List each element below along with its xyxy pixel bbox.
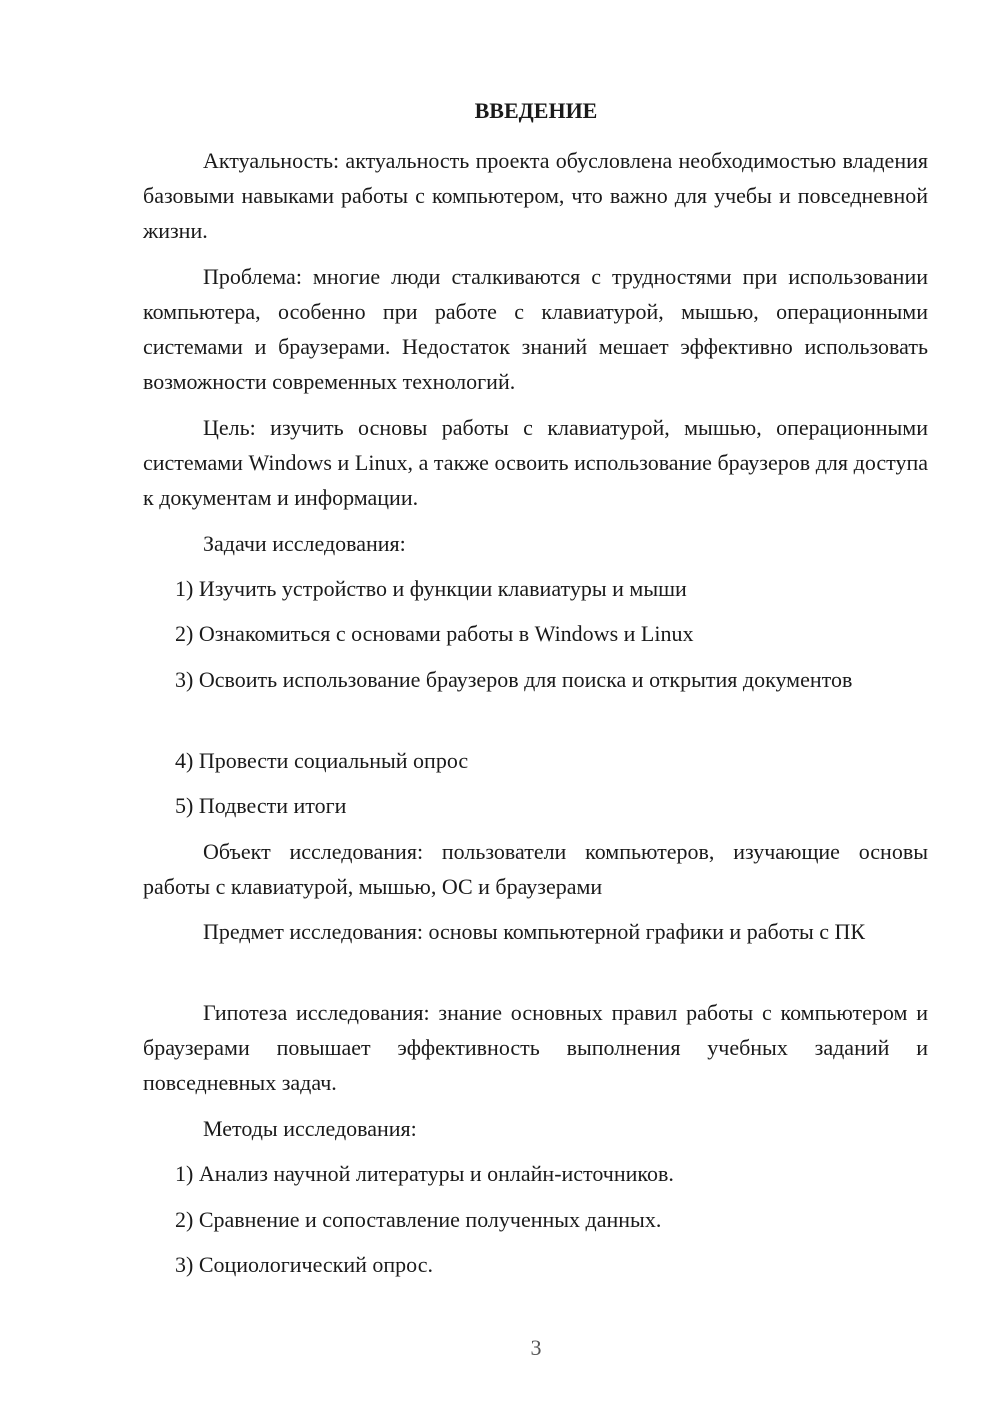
methods-heading: Методы исследования: [203, 1116, 417, 1141]
task-item: 5) Подвести итоги [175, 793, 347, 818]
problem-paragraph: Проблема: многие люди сталкиваются с трудностями при использовании компьютера, особенно при работе с клавиатурой, мышью, операционными системами и браузерами. Недостаток знаний мешает эффективно использовать возможности современных технологий. [143, 264, 928, 394]
page-number: 3 [530, 1335, 542, 1360]
goal-paragraph: Цель: изучить основы работы с клавиатурой, мышью, операционными системами Windows и Linux, а также освоить использование браузеров для доступа к документам и информации. [143, 415, 928, 510]
task-item: 1) Изучить устройство и функции клавиатуры и мыши [175, 576, 687, 601]
tasks-heading: Задачи исследования: [203, 531, 406, 556]
task-item: 4) Провести социальный опрос [175, 748, 469, 773]
method-item: 3) Социологический опрос. [175, 1252, 433, 1277]
hypothesis-paragraph: Гипотеза исследования: знание основных правил работы с компьютером и браузерами повышает эффективность выполнения учебных заданий и повседневных задач. [143, 1000, 928, 1095]
method-item: 2) Сравнение и сопоставление полученных данных. [175, 1207, 662, 1232]
task-item: 3) Освоить использование браузеров для поиска и открытия документов [175, 667, 853, 692]
relevance-paragraph: Актуальность: актуальность проекта обусловлена необходимостью владения базовыми навыками работы с компьютером, что важно для учебы и повседневной жизни. [143, 148, 928, 243]
object-paragraph: Объект исследования: пользователи компьютеров, изучающие основы работы с клавиатурой, мышью, ОС и браузерами [143, 839, 928, 899]
method-item: 1) Анализ научной литературы и онлайн-источников. [175, 1161, 674, 1186]
task-item: 2) Ознакомиться с основами работы в Windows и Linux [175, 621, 694, 646]
page-title: ВВЕДЕНИЕ [474, 98, 598, 123]
subject-paragraph: Предмет исследования: основы компьютерной графики и работы с ПК [203, 919, 866, 944]
